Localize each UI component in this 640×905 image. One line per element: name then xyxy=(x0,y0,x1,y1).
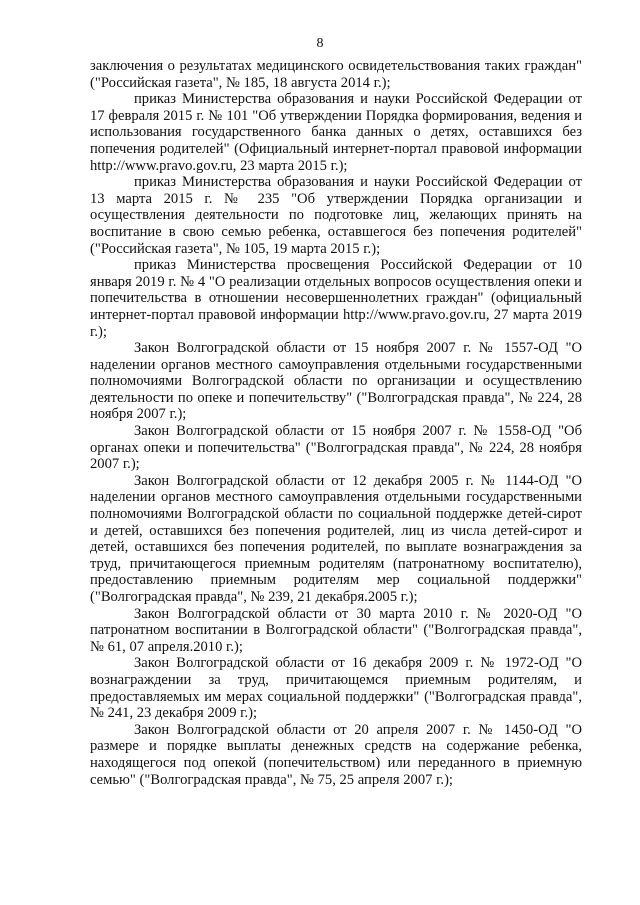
page-number: 8 xyxy=(316,36,324,51)
paragraph-law-1450: Закон Волгоградской области от 20 апреля 2007 г. № 1450-ОД "О размере и порядке выплаты денежных средств на содержание ребенка, находящегося под опекой (попечительством) или переданного в приемную семью" ("Волгоградская правда", № 75, 25 апреля 2007 г.); xyxy=(90,721,582,788)
paragraph-order-4: приказ Министерства просвещения Российской Федерации от 10 января 2019 г. № 4 "О реализации отдельных вопросов осуществления опеки и попечительства в отношении несовершеннолетних граждан" (официальный интернет-портал правовой информации http://www.pravo.gov.ru, 27 марта 2019 г.); xyxy=(90,257,582,340)
paragraph-law-2020: Закон Волгоградской области от 30 марта 2010 г. № 2020-ОД "О патронатном воспитании в Волгоградской области" ("Волгоградская правда", № 61, 07 апреля.2010 г.); xyxy=(90,605,582,655)
paragraph-order-101: приказ Министерства образования и науки Российской Федерации от 17 февраля 2015 г. № 101 "Об утверждении Порядка формирования, ведения и использования государственного банка данных о детях, оставшихся без попечения родителей" (Официальный интернет-портал правовой информации http://www.pravo.gov.ru, 23 марта 2015 г.); xyxy=(90,91,582,174)
paragraph-order-235: приказ Министерства образования и науки Российской Федерации от 13 марта 2015 г. № 235 "Об утверждении Порядка организации и осуществления деятельности по подготовке лиц, желающих принять на воспитание в свою семью ребенка, оставшегося без попечения родителей" ("Российская газета", № 105, 19 марта 2015 г.); xyxy=(90,174,582,257)
paragraph-continuation: заключения о результатах медицинского освидетельствования таких граждан" ("Российская газета", № 185, 18 августа 2014 г.); xyxy=(90,58,582,91)
paragraph-law-1558: Закон Волгоградской области от 15 ноября 2007 г. № 1558-ОД "Об органах опеки и попечительства" ("Волгоградская правда", № 224, 28 ноября 2007 г.); xyxy=(90,423,582,473)
document-body xyxy=(90,58,582,788)
paragraph-law-1557: Закон Волгоградской области от 15 ноября 2007 г. № 1557-ОД "О наделении органов местного самоуправления отдельными государственными полномочиями Волгоградской области по организации и осуществлению деятельности по опеке и попечительству" ("Волгоградская правда", № 224, 28 ноября 2007 г.); xyxy=(90,340,582,423)
paragraph-law-1144: Закон Волгоградской области от 12 декабря 2005 г. № 1144-ОД "О наделении органов местного самоуправления отдельными государственными полномочиями Волгоградской области по социальной поддержке детей-сирот и детей, оставшихся без попечения родителей, лиц из числа детей-сирот и детей, оставшихся без попечения родителей, по выплате вознаграждения за труд, причитающегося приемным родителям (патронатному воспитателю), предоставлению приемным родителям мер социальной поддержки" ("Волгоградская правда", № 239, 21 декабря.2005 г.); xyxy=(90,472,582,605)
paragraph-law-1972: Закон Волгоградской области от 16 декабря 2009 г. № 1972-ОД "О вознаграждении за труд, причитающемся приемным родителям, и предоставляемых им мерах социальной поддержки" ("Волгоградская правда", № 241, 23 декабря 2009 г.); xyxy=(90,655,582,722)
